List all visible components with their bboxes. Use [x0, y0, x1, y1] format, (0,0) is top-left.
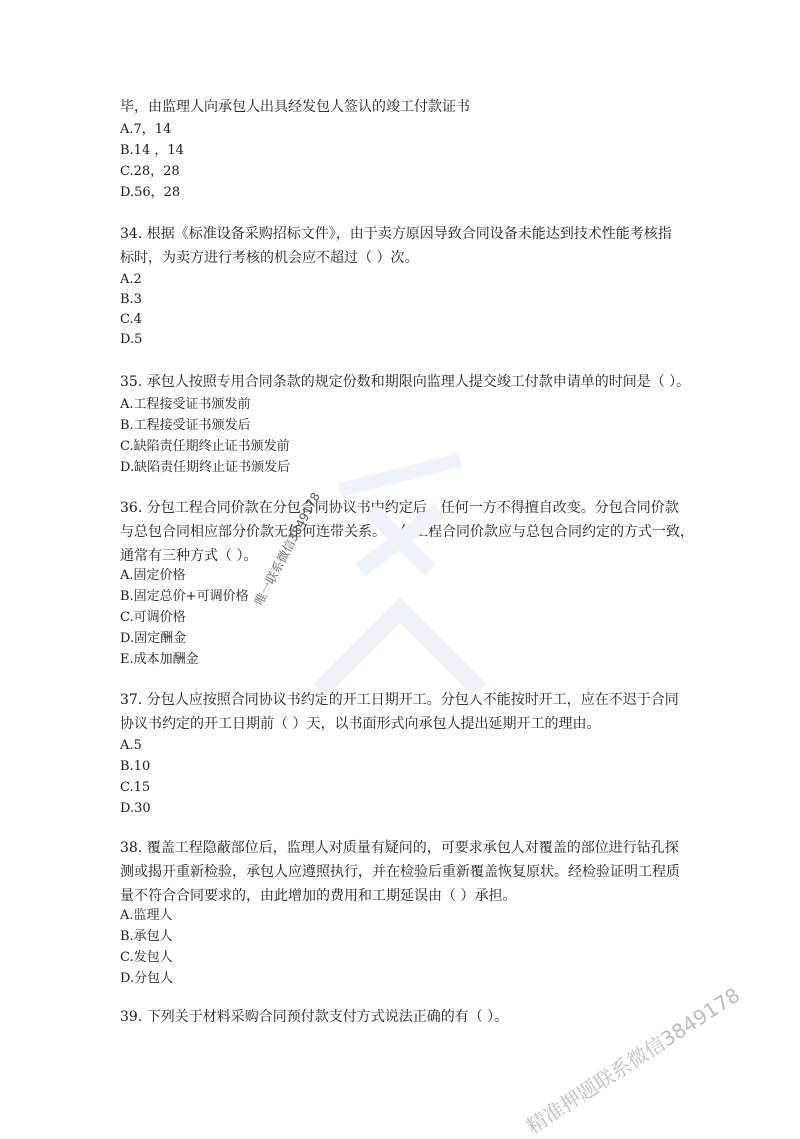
question-38-line2: 测或揭开重新检验，承包人应遵照执行，并在检验后重新覆盖恢复原状。经检验证明工程质: [120, 864, 680, 880]
q36-option-c: C.可调价格: [120, 610, 186, 625]
q37-option-b: B.10: [120, 759, 151, 774]
q38-option-d: D.分包人: [120, 971, 174, 986]
q38-option-b: B.承包人: [120, 929, 173, 944]
question-36-line2: 与总包合同相应部分价款无任何连带关系。分包工程合同价款应与总包合同约定的方式一致，: [120, 524, 694, 540]
q38-option-c: C.发包人: [120, 950, 173, 965]
question-37-line1: 37. 分包人应按照合同协议书约定的开工日期开工。分包人不能按时开工，应在不迟于合同: [120, 692, 679, 708]
q34-option-a: A.2: [120, 272, 142, 287]
q37-option-c: C.15: [120, 780, 151, 795]
q38-option-a: A.监理人: [120, 908, 173, 923]
q33-option-c: C.28，28: [120, 164, 180, 179]
question-34-line1: 34. 根据《标准设备采购招标文件》，由于卖方原因导致合同设备未能达到技术性能考核指: [120, 226, 672, 242]
watermark-logo-icon: [300, 450, 500, 730]
question-37-line2: 协议书约定的开工日期前（ ）天，以书面形式向承包人提出延期开工的理由。: [120, 716, 601, 732]
q34-option-b: B.3: [120, 292, 142, 307]
q35-option-d: D.缺陷责任期终止证书颁发后: [120, 460, 291, 475]
q35-option-a: A.工程接受证书颁发前: [120, 397, 251, 412]
q35-option-c: C.缺陷责任期终止证书颁发前: [120, 439, 290, 454]
question-38-line3: 量不符合合同要求的，由此增加的费用和工期延误由（ ）承担。: [120, 888, 517, 904]
q37-option-a: A.5: [120, 738, 142, 753]
q36-option-b: B.固定总价+可调价格: [120, 589, 249, 604]
q36-option-e: E.成本加酬金: [120, 652, 199, 667]
q36-option-d: D.固定酬金: [120, 631, 187, 646]
question-35-line1: 35. 承包人按照专用合同条款的规定份数和期限向监理人提交竣工付款申请单的时间是（ ）。: [120, 374, 691, 390]
q33-option-b: B.14 ，14: [120, 143, 184, 158]
q33-option-d: D.56，28: [120, 185, 181, 200]
watermark-small: 唯一联系微信3849178: [251, 490, 324, 608]
watermark-big: 精准押题联系微信3849178: [522, 982, 745, 1139]
question-36-line3: 通常有三种方式（ ）。: [120, 548, 258, 564]
q35-option-b: B.工程接受证书颁发后: [120, 418, 251, 433]
question-38-line1: 38. 覆盖工程隐蔽部位后，监理人对质量有疑问的，可要求承包人对覆盖的部位进行钻孔探: [120, 840, 679, 856]
q36-option-a: A.固定价格: [120, 568, 186, 583]
q34-option-c: C.4: [120, 312, 142, 327]
q33-option-a: A.7，14: [120, 122, 172, 137]
question-34-line2: 标时，为卖方进行考核的机会应不超过（ ）次。: [120, 250, 419, 266]
q34-option-d: D.5: [120, 332, 143, 347]
question-39-line1: 39. 下列关于材料采购合同预付款支付方式说法正确的有（ ）。: [120, 1009, 509, 1025]
question-33-tail: 毕，由监理人向承包人出具经发包人签认的竣工付款证书: [120, 99, 470, 115]
question-36-line1: 36. 分包工程合同价款在分包合同协议书中约定后，任何一方不得擅自改变。分包合同价款: [120, 500, 679, 516]
q37-option-d: D.30: [120, 801, 151, 816]
